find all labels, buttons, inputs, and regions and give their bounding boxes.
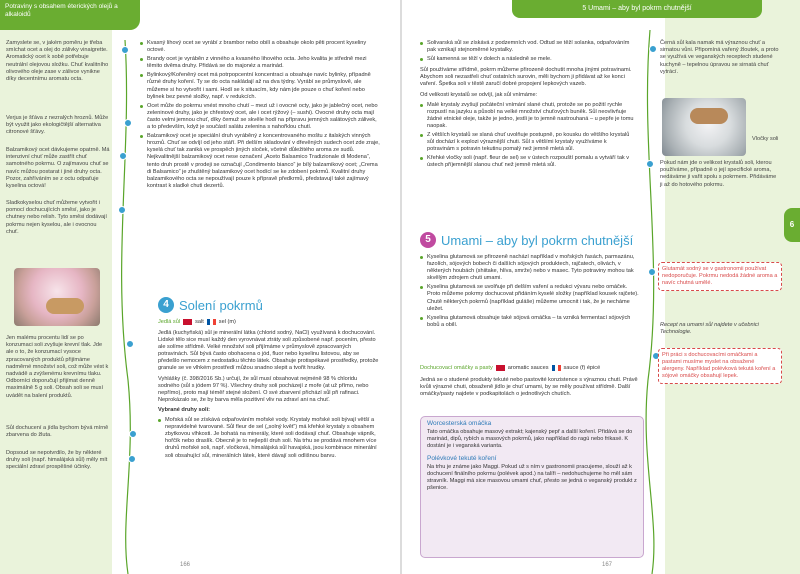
umami-list [420,254,642,331]
body-paragraph: Vyhlášky (č. 398/2016 Sb.) určují, že sůl musí obsahovat nejméně 98 % chloridu sodného (sůl s jódem 97 %). Všechny druhy soli pocházejí z moře (at už přímo, nebo nepřímo), proto mají téměř stejné složení. O své zbarvení přichází sůl při rafinaci. Neprokázalo se, že by barva měla pozitivní vliv na zdraví ani na chuť. [158,375,369,403]
list-item: Mořská sůl se získává odpařováním mořské vody. Krystaly mořské soli bývají větší a nepravidelné tvarované. Sůl fleur de sel („solný květ“) má křehké krystaly s obsahem zbytkovou vlhkosti. Je bohatá na minerály, které soli dodávají chuť. Obsahuje vápník, hořčík nebo draslík. Obecně je to nejlepší druh soli. Na trhu se prodává mnohem více druhů mořské soli, např. vločková, himalájská sůl havajská, jsou kombinace minerální soli obsahující sůl, minerálních látek, které dávají soli odlišnou barvu. [158,417,380,460]
list-item: Bylinkový/Kořeněný ocet má potrpopcentní koncentraci a obsahuje navíc bylinky, případně různé druhy koření. Ty se do octa nakládají až na dva týdny. Vyrábí se průmyslově, ale můžeme si ho vytvořit i sami. Hodí se k situacím, kdy nám jde pouze o chuť koření nebo bylinek bez pevné složky, např. v redukcích. [140,72,380,100]
wooden-spoon-icon [690,108,728,124]
chapter-edge-tab: 6 [784,208,800,242]
list-item: Malé krystaly zvyšují počáteční vnímání slané chuti, protože se po požití rychle rozpustí na jazyku a působí na velké množství chuťových buněk. Sůl neovlivňuje žádné etnické oleje, takže je jedno, jestli je to jemně nastrouhaná – u pepře je tomu naopak. [420,102,635,130]
list-item: Ocet může do pokrmu vnést mnoho chutí – mezi už i ovocné octy, jako je jablečný ocet, nebo zeleninové druhy, jako je chřestový ocet, ale i ocet rýžový (– sushi). Ovocné druhy octa mají často velmi jemnou chuť, díky čemuž se skvěle hodí na přípravu jemných salátových zálivek, a to především, když je součástí salátu zelenina s nahořklou chutí. [140,103,380,131]
section-title-5 [420,232,633,248]
section-heading: Umami – aby byl pokrm chutnější [441,232,634,248]
note-marker-dot [124,119,132,127]
term-en: salt [195,319,204,325]
callout-alergeny: Při práci s dochucovacími omáčkami a pastami musíme myslet na obsažené alergeny. Například polévková tekutá koření a sójové omáčky obsahují lepek. [658,348,782,384]
box-text: Na trhu je známe jako Maggi. Pokud už s ním v gastronomii pracujeme, slouží až k dochucení finálního pokrmu (polévek apod.) na talíři – nedohuchujeme ho měl sám stravník. Maggi má sice masovou umami chuť, přesto se jedná o veganský produkt z pšenice. [427,464,637,491]
salt-body [158,330,380,462]
term-label: Dochucovací omáčky a pasty [420,365,493,371]
note-vinaigrette: Zamyslete se, v jakém poměru je třeba smíchat ocet a olej do zálivky vinaigrette. Aromatický ocet k sobě potřebuje neutrální olejovou složku. Chuť kvalitního olivového oleje zase v zálivce vynikne díky decentnímu aromatu octa. [6,40,109,83]
list-item: Křehké vločky soli (např. fleur de sel) se v ústech rozpouští pomalu a vytváří tak v ústech příjemnější slanou chuť než jemně mletá sůl. [420,155,635,169]
note-marker-dot [129,430,137,438]
lang-line-sauces [420,365,600,371]
list-item: Z větších krystalů se slaná chuť uvolňuje postupně, po kousku do většího krystalů sůl dochází k explozi výraznější chuti. Sůl s většími krystaly využíváme k potravinám s potravin tekutinu pomalý než jemně mletá sůl. [420,132,635,153]
callout-glutamat: Glutamát sodný se v gastronomii používat nedoporučuje. Pokrmu nedodá žádné aroma a navíc chutná umělé. [658,262,782,291]
recipe-note: Recept na umami sůl najdete v učebnici Technologie. [660,322,759,336]
list-item: Balzamikový ocet je speciální druh vyráběný z koncentrovaného moštu z italských vinných hroznů. Chuť se odvíjí od jeho stáří. Při delším skladování v dřevěných sudech ocet zde zraje, kyselá chuť tak zaniká ve prospěch jiných sloček, včetně důležitého aroma ze sudů. Nejkvalitnější balzamikový ocet nese označení „Aceto Balsamico Tradizionale di Modena“, tento druh prostě v prodeji se označují „Condimento bianco“ je bílý balzamikový ocet; „Crema di Balsamico“ je zhuštěný balzamikový ocet hodící se ke zdobení pokrmů. Kvalitní druhy balzamikového octa se nepoužívají pouze k přípravě předkrmů, představují také zajímavý kontrast k sladké chuti dezertů. [140,133,380,190]
box-heading: Polévkové tekuté koření [427,455,497,462]
flag-uk-icon [183,319,192,325]
list-item: Kyselina glutamová se uvolňuje při delším vaření a redukci vývaru nebo omáček. Proto můžeme pokrmy dochucovat přidáním kyselé složky (například kousek rajčete). Chutě některých pokrmů (například guláše) můžeme umocnit i tak, že je necháme uležet. [420,284,642,312]
page-number-left: 166 [180,562,191,568]
note-krevni-tlak: Jen malému procentu lidí se po konzumaci soli zvyšuje krevní tlak. Jde ale o to, že konzumací vysoce zpracovaných produktů přijímáme nadměrné množství soli, což může vést k nadvádě a zvýšenému krevnímu tlaku. Odborníci doporučují přijímat denně maximálně 5 g soli. Obsah soli se musí uvádět na balení produktů. [6,335,109,399]
photo-caption: Vločky soli [752,136,779,142]
section-number: 5 [420,232,436,248]
list-item: Sůl kamenná se těží v dolech a následně se mele. [420,56,635,63]
sauces-paragraph: Jedná se o studené produkty tekuté nebo pastovité konzistence s výraznou chutí. Právě kvůli výrazné chuti, obsaženě jídlo je chuť umami, by se měly používat střídmě. Další omáčky/pasty najdete v podkapitolách o jednotlivých chutích. [420,377,638,398]
term-fr: sel (m) [218,319,236,325]
body-paragraph: Jedlá (kuchyňská) sůl je minerální látka (chlorid sodný, NaCl) využívaná k dochucování. Lidské tělo sice musí každý den vyrovnávat ztráty soli způsobené např. pocením, přesto ale solíme střídmě. Velké množství soli přijímáme v průmyslově zpracovaných potravinách. Sůl bývá často obohacena o jód, fluor nebo kyselinu listovou, aby se předešlo nemocem z nedostatku těchto látek. Obsahuje protispékavé prostředky, protože granule se ve vlhkém prostředí můžou snadno slepit a tvořit hrudky. [158,330,379,372]
note-marker-dot [126,340,134,348]
list-item: Kvasný lihový ocet se vyrábí z brambor nebo obilí a obsahuje okolo pěti procent kyseliny octové. [140,40,380,54]
section-number: 4 [158,297,174,313]
section-title-4 [158,297,263,313]
box-heading: Worcesterská omáčka [427,420,492,427]
note-marker-dot [646,160,654,168]
salt-flakes-photo [662,98,746,156]
lang-line [158,319,236,325]
term-fr: sauce (f) épicé [563,365,601,371]
note-balzamik: Balzamikový ocet dávkujeme opatrně. Má intenzivní chuť může zastřít chuť samotného pokrmu. O zajímavou chuť se navíc můžou postarat i jiné druhy octa. Pozor, zahříváním se z octu odpaťuje kyselina octová! [6,147,110,190]
wooden-spoon-icon [46,298,84,314]
note-marker-dot [128,455,136,463]
note-marker-dot [648,268,656,276]
subheading: Vybrané druhy solí: [158,406,211,413]
flag-uk-icon [496,365,505,371]
note-marker-dot [649,45,657,53]
term-en: aromatic sauces [507,365,549,371]
note-cerna-sul: Černá sůl kala namak má výraznou chuť a sirnatou vůni. Připomíná vařený žloutek, a proto se využívá ve veganských receptech studené kuchyně – tepelnou úpravou se sirnatá chuť vytrácí. [660,40,779,75]
box-text: Tato omáčka obsahuje masový extrakt; kajenský pepř a další koření. Přidává se do marinád, dipů, rybích a masových pokrmů, jako například do ragú nebo frikasé. K dostání je i veganská varianta. [427,429,633,449]
running-header: 5 Umami – aby byl pokrm chutnější [512,0,762,18]
flag-fr-icon [552,365,561,371]
page-number-right: 167 [602,562,613,568]
note-sul-dochuceni: Sůl dochucení a jídla bychom bývá mírně zbarvena do žluta. [6,425,109,439]
chapter-tab-left: Potraviny s obsahem éterických olejů a alkaloidů [0,0,140,30]
note-marker-dot [119,152,127,160]
body-paragraph: Sůl používáme střídmě, pokrm můžeme přirozeně dochutit mnoha jinými potravinami. Abychom soli nezastřeli chuť ostatních surovin, měli bychom ji přidávat až ke konci vaření. Špetka soli v těstě zaručí dobré propojení lepkových vazeb. [420,67,632,88]
list-item: Kyselina glutamová obsahuje také sójová omáčka – ta vzniká fermentací sójových bobů a obilí. [420,315,642,329]
salt-types-cont [420,40,635,172]
note-marker-dot [118,206,126,214]
list-item: Kyselina glutamová se přirozeně nachází například v mořských řasách, parmazánu, fazolích, sójových bobech či dalších sójových produktech, rajčatech, olivách, v některých houbách (shiitake, hlíva, smrže) nebo v masec. Tyto potraviny mohou tak skvělým zdrojem chuti umami. [420,254,642,282]
pink-salt-photo [14,268,100,326]
note-himalajska: Dopsoud se nepotvrdilo, že by některé druhy soli (např. himalájská sůl) měly mít speciální zdraví prospěšné účinky. [6,450,108,471]
sauces-box [420,416,644,558]
body-paragraph: Od velikosti krystalů se odvíjí, jak sůl vnímáme: [420,91,538,98]
list-item: Brandy ocet je vyráběn z vinného a kvasného lihového octa. Jeho kvalita je středně mezi těmito dvěma druhy. Přidává se do majonéz a marinád. [140,56,380,70]
note-velikost-krystalu: Pokud nám jde o velikost krystalů soli, kterou používáme, případně o její specifické aroma, nedáváme ji vařit spolu s pokrmem. Přidáváme ji až do hotového pokrmu. [660,160,777,188]
term-label: Jedlá sůl [158,319,181,325]
note-sladkokysela: Sladkokyselou chuť můžeme vytvořit i pomocí dochucujících směsí, jako je chutney nebo relish. Tyto směsi dodávají pokrmu nejen kyselou, ale i ovocnou chuť. [6,200,107,235]
section-heading: Solení pokrmů [179,297,263,313]
note-verjus: Verjus je šťáva z nezralých hroznů. Může být využit jako ekologičtější alternativa citronové šťávy. [6,115,109,136]
note-marker-dot [121,46,129,54]
right-page [402,0,800,574]
vinegar-list [140,40,380,192]
flag-fr-icon [207,319,216,325]
list-item: Solivarská sůl se získává z podzemních vod. Odtud se těží solanka, odpařováním pak vznikají stejnoměrné krystalky. [420,40,635,54]
